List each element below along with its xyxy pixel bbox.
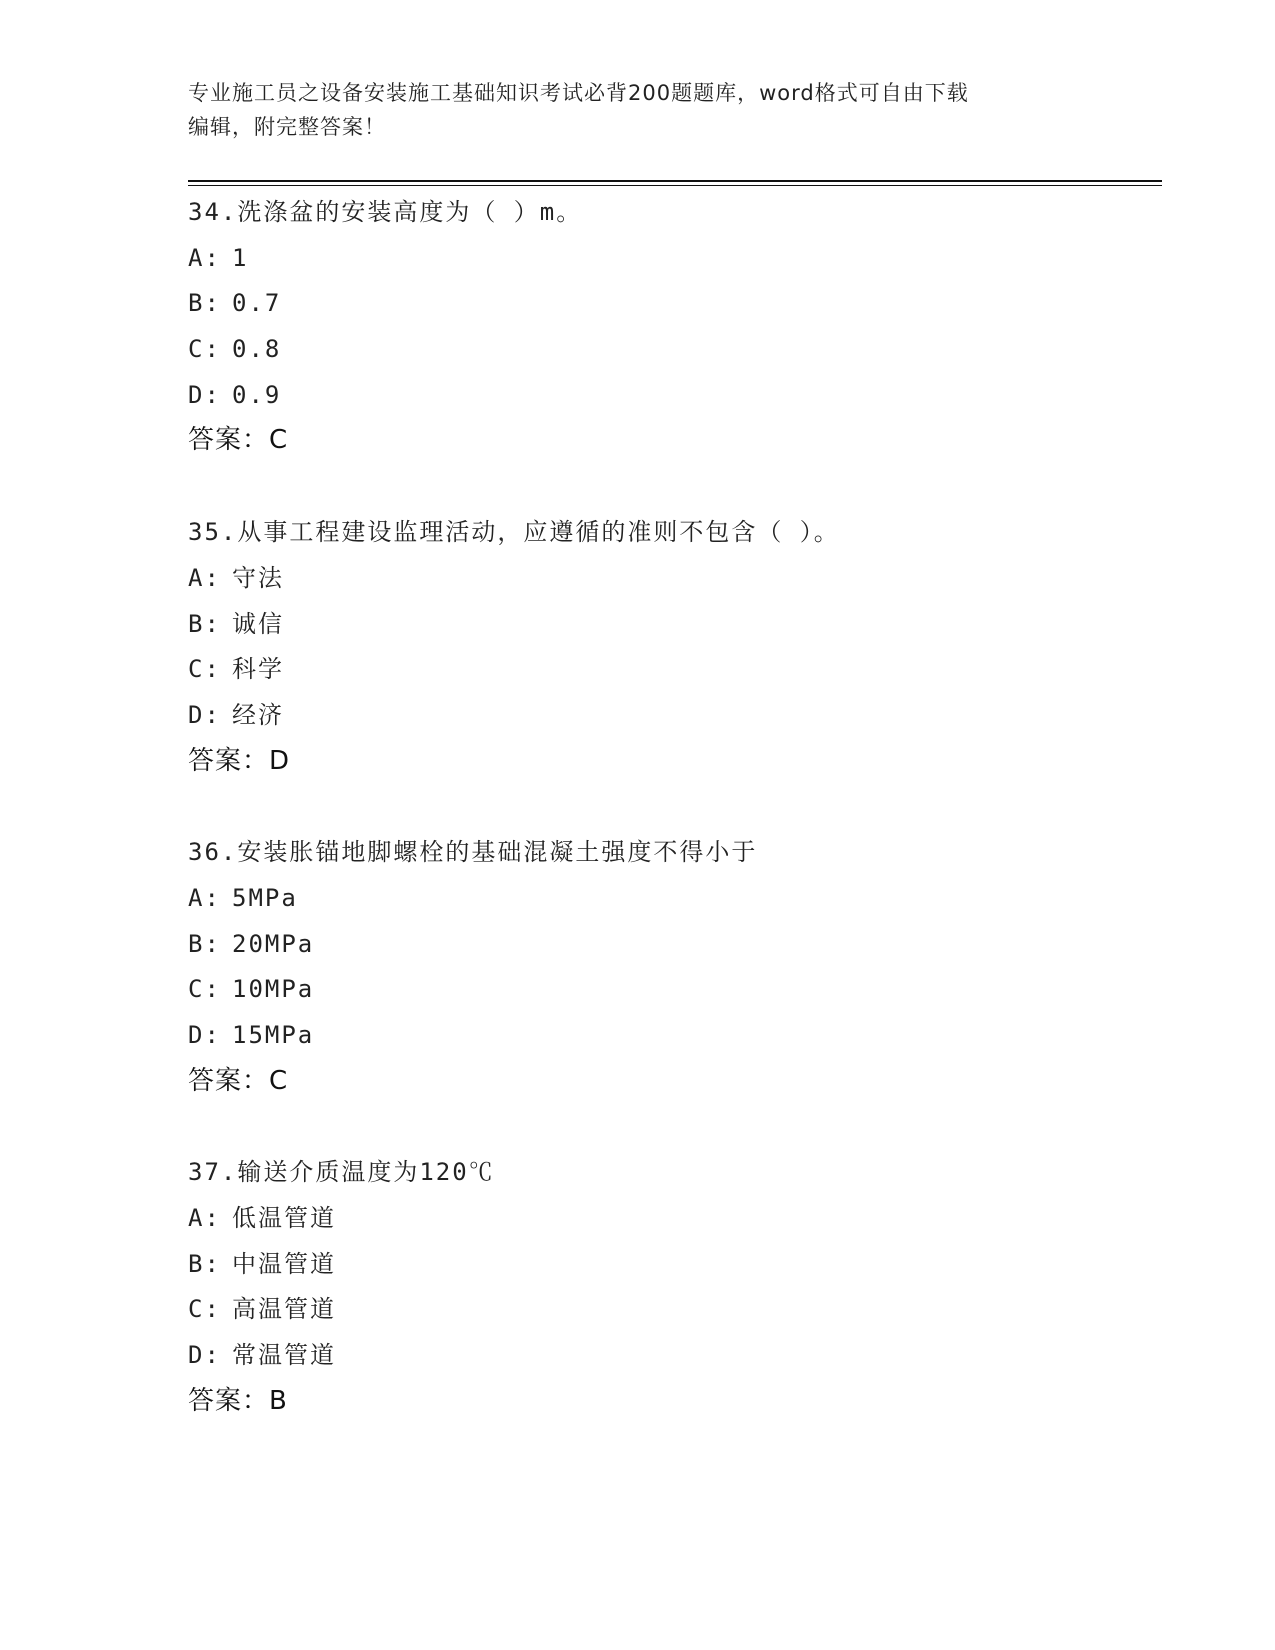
option-letter: D: [188,380,221,409]
option-d [188,693,1148,739]
option-letter: D: [188,1021,221,1049]
option-letter: A: [188,563,221,592]
option-b [188,922,1148,968]
option-letter: C: [188,335,221,364]
option-value: 高温管道 [232,1295,336,1324]
answer-line: 答案：C [188,425,289,456]
question-37 [188,1150,1148,1424]
option-value: 20MPa [232,929,315,958]
question-text: 35.从事工程建设监理活动，应遵循的准则不包含（ ）。 [188,518,840,547]
question-text: 34.洗涤盆的安装高度为（ ）m。 [188,198,583,226]
option-value: 0.9 [232,380,282,409]
option-letter: A: [188,883,221,912]
question-35 [188,510,1148,784]
option-a [188,556,1148,602]
option-value: 0.8 [232,335,282,364]
option-letter: A: [188,1204,221,1233]
document-header [188,76,1088,144]
option-d [188,1333,1148,1379]
header-divider-thick [188,180,1162,182]
question-36 [188,830,1148,1104]
question-34 [188,190,1148,464]
option-value: 科学 [232,655,284,684]
option-value: 经济 [232,700,284,729]
option-letter: C: [188,1295,221,1324]
option-letter: D: [188,1341,221,1370]
option-letter: B: [188,1249,221,1278]
option-b [188,1242,1148,1288]
question-text: 36.安装胀锚地脚螺栓的基础混凝土强度不得小于 [188,838,758,867]
option-letter: A: [188,243,221,272]
option-c [188,327,1148,373]
option-c [188,1287,1148,1333]
option-value: 1 [232,243,249,272]
answer-line: 答案：C [188,1065,289,1096]
option-letter: C: [188,655,221,684]
option-b [188,602,1148,648]
option-c [188,967,1148,1013]
option-letter: B: [188,929,221,958]
question-text: 37.输送介质温度为120℃ [188,1158,495,1187]
header-divider-thin [188,185,1162,186]
option-letter: B: [188,609,221,638]
option-d [188,1013,1148,1059]
option-a [188,1196,1148,1242]
option-value: 10MPa [232,975,315,1004]
option-letter: D: [188,700,221,729]
header-line-1: 专业施工员之设备安装施工基础知识考试必背200题题库，word格式可自由下载 [188,81,969,105]
option-value: 常温管道 [232,1341,336,1370]
option-d [188,373,1148,419]
option-value: 5MPa [232,883,298,912]
option-letter: B: [188,289,221,318]
option-c [188,647,1148,693]
answer-line: 答案：B [188,1385,288,1416]
option-value: 守法 [232,563,284,592]
option-b [188,281,1148,327]
option-a [188,236,1148,282]
option-value: 中温管道 [232,1249,336,1278]
answer-line: 答案：D [188,745,291,776]
option-value: 15MPa [232,1021,315,1049]
question-list [188,190,1148,1471]
option-value: 低温管道 [232,1204,336,1233]
option-letter: C: [188,975,221,1004]
option-value: 0.7 [232,289,282,318]
option-value: 诚信 [232,609,284,638]
header-line-2: 编辑，附完整答案！ [188,115,386,139]
option-a [188,876,1148,922]
